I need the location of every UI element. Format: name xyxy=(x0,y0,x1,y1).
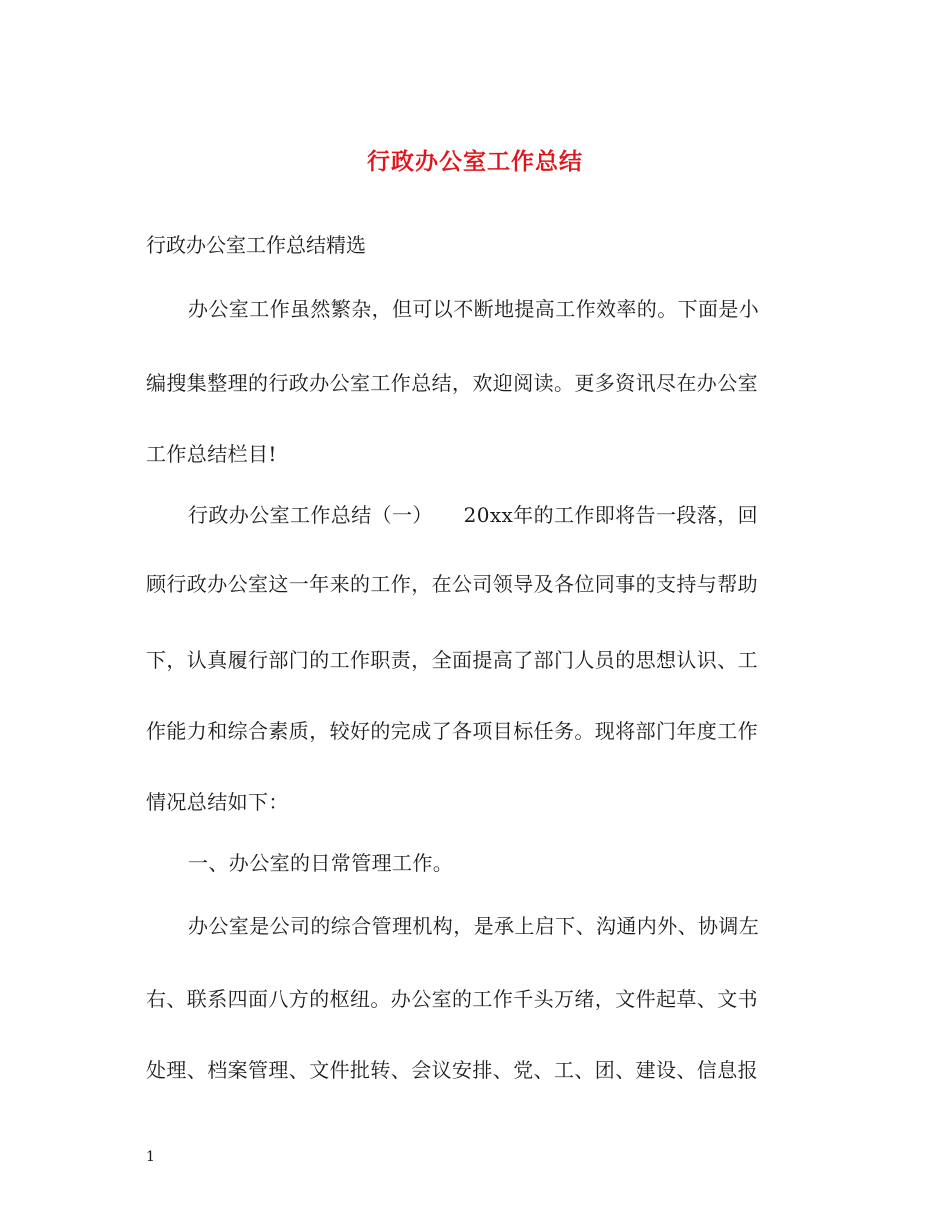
document-subtitle: 行政办公室工作总结精选 xyxy=(146,233,366,257)
paragraph-line: 工作总结栏目! xyxy=(146,442,277,466)
paragraph-line: 编搜集整理的行政办公室工作总结，欢迎阅读。更多资讯尽在办公室 xyxy=(146,371,758,395)
paragraph-line: 办公室是公司的综合管理机构，是承上启下、沟通内外、协调左 xyxy=(188,914,760,938)
paragraph-line: 下，认真履行部门的工作职责，全面提高了部门人员的思想认识、工 xyxy=(146,648,758,672)
document-title: 行政办公室工作总结 xyxy=(367,148,583,175)
paragraph-line: 办公室工作虽然繁杂，但可以不断地提高工作效率的。下面是小 xyxy=(188,297,760,321)
paragraph-line: 右、联系四面八方的枢纽。办公室的工作千头万绪，文件起草、文书 xyxy=(146,987,758,1011)
page-number: 1 xyxy=(146,1149,155,1165)
paragraph-line: 情况总结如下： xyxy=(146,790,289,814)
paragraph-line: 处理、档案管理、文件批转、会议安排、党、工、团、建设、信息报 xyxy=(146,1058,758,1082)
paragraph-line: 行政办公室工作总结（一） 20xx年的工作即将告一段落，回 xyxy=(188,503,759,527)
paragraph-line: 作能力和综合素质，较好的完成了各项目标任务。现将部门年度工作 xyxy=(146,719,758,743)
paragraph-line: 顾行政办公室这一年来的工作，在公司领导及各位同事的支持与帮助 xyxy=(146,572,758,596)
section-heading: 一、办公室的日常管理工作。 xyxy=(188,851,454,875)
